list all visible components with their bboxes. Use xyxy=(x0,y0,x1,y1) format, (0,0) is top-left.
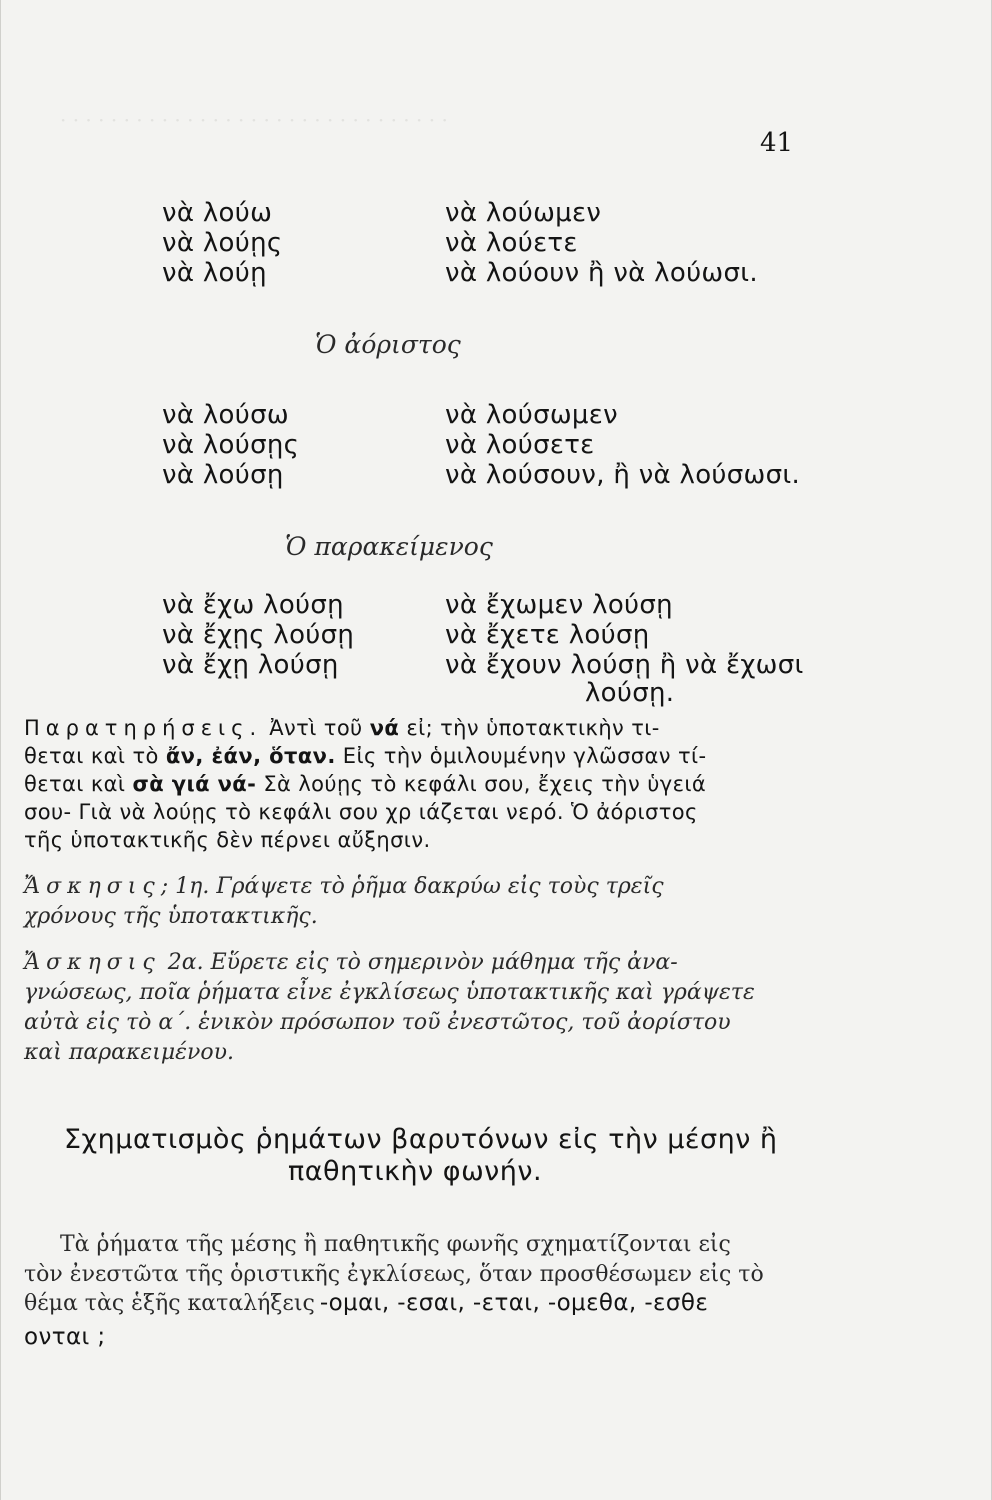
exercise-1-line-1: Ἄσκησις; 1η. Γράψετε τὸ ῥῆμα δακρύω εἰς τοὺς τρεῖς xyxy=(24,874,664,899)
remarks-line-4: σου- Γιὰ νὰ λούῃς τὸ κεφάλι σου χρ ιάζεται νερό. Ὁ ἀόριστος xyxy=(24,800,698,824)
aorist-heading: Ὁ ἀόριστος xyxy=(315,330,461,359)
perfect-heading: Ὁ παρακείμενος xyxy=(285,532,493,561)
section-title-line-1: Σχηματισμὸς ῥημάτων βαρυτόνων εἰς τὴν μέσην ἢ xyxy=(64,1124,778,1155)
present-1sg: νὰ λούω xyxy=(162,198,273,228)
perfect-1pl: νὰ ἔχωμεν λούσῃ xyxy=(445,590,673,620)
exercise-2-line-3: αὐτὰ εἰς τὸ α΄. ἑνικὸν πρόσωπον τοῦ ἐνεστῶτος, τοῦ ἀορίστου xyxy=(24,1010,731,1035)
page-edge-left xyxy=(0,0,1,1500)
exercise-2-line-1: Ἄσκησις 2α. Εὕρετε εἰς τὸ σημερινὸν μάθημα τῆς ἀνα- xyxy=(24,950,678,975)
aorist-1pl: νὰ λούσωμεν xyxy=(445,400,618,430)
remarks-line-2: θεται καὶ τὸ ἄν, ἐάν, ὅταν. Εἰς τὴν ὁμιλουμένην γλῶσσαν τί- xyxy=(24,744,707,768)
exercise-2-line-4: καὶ παρακειμένου. xyxy=(24,1040,234,1065)
aorist-3sg: νὰ λούσῃ xyxy=(162,460,284,490)
aorist-2sg: νὰ λούσῃς xyxy=(162,430,300,460)
show-through-text: · · · · · · · · · · · · · · · · · · · · · · · · · · · · · · · xyxy=(60,108,448,132)
perfect-1sg: νὰ ἔχω λούσῃ xyxy=(162,590,344,620)
aorist-3pl: νὰ λούσουν, ἢ νὰ λούσωσι. xyxy=(445,460,801,490)
perfect-3sg: νὰ ἔχῃ λούσῃ xyxy=(162,650,339,680)
perfect-3pl: νὰ ἔχουν λούσῃ ἢ νὰ ἔχωσι xyxy=(445,650,804,680)
aorist-1sg: νὰ λούσω xyxy=(162,400,289,430)
present-3pl: νὰ λούουν ἢ νὰ λούωσι. xyxy=(445,258,758,288)
remarks-label: Παρατηρήσεις. xyxy=(24,716,263,740)
remarks-line-1: Παρατηρήσεις. Ἀντὶ τοῦ νά εἰ; τὴν ὑποτακτικὴν τι- xyxy=(24,716,660,740)
final-line-3: θέμα τὰς ἑξῆς καταλήξεις -ομαι, -εσαι, -εται, -ομεθα, -εσθε xyxy=(24,1290,709,1316)
perfect-2sg: νὰ ἔχῃς λούσῃ xyxy=(162,620,355,650)
final-line-4: ονται ; xyxy=(24,1324,106,1350)
final-line-1: Τὰ ῥήματα τῆς μέσης ἢ παθητικῆς φωνῆς σχηματίζονται εἰς xyxy=(60,1232,731,1257)
present-1pl: νὰ λούωμεν xyxy=(445,198,602,228)
section-title-line-2: παθητικὴν φωνήν. xyxy=(288,1156,543,1187)
perfect-2pl: νὰ ἔχετε λούσῃ xyxy=(445,620,650,650)
exercise-2-line-2: γνώσεως, ποῖα ῥήματα εἶνε ἐγκλίσεως ὑποτακτικῆς καὶ γράψετε xyxy=(24,980,755,1005)
remarks-line-5: τῆς ὑποτακτικῆς δὲν πέρνει αὔξησιν. xyxy=(24,828,431,852)
present-2pl: νὰ λούετε xyxy=(445,228,578,258)
exercise-2-label: Ἄσκησις xyxy=(24,950,161,975)
present-2sg: νὰ λούῃς xyxy=(162,228,283,258)
present-3sg: νὰ λούῃ xyxy=(162,258,267,288)
perfect-3pl-cont: λούσῃ. xyxy=(585,678,675,708)
remarks-line-3: θεται καὶ σὰ γιά νά- Σὰ λούῃς τὸ κεφάλι σου, ἔχεις τὴν ὑγειά xyxy=(24,772,707,796)
exercise-1-label: Ἄσκησις xyxy=(24,874,161,899)
aorist-2pl: νὰ λούσετε xyxy=(445,430,595,460)
final-line-2: τὸν ἐνεστῶτα τῆς ὁριστικῆς ἐγκλίσεως, ὅταν προσθέσωμεν εἰς τὸ xyxy=(24,1262,764,1287)
page-number: 41 xyxy=(760,128,794,158)
exercise-1-line-2: χρόνους τῆς ὑποτακτικῆς. xyxy=(24,904,318,929)
